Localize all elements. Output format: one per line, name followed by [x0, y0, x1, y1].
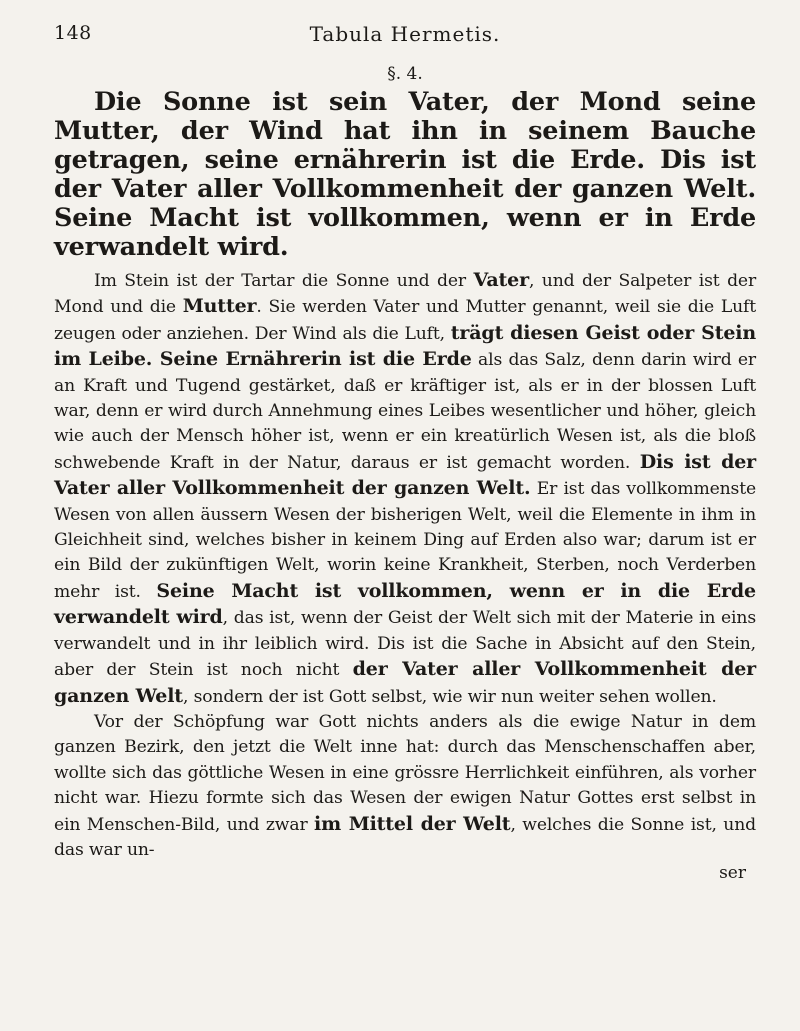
- catchword: ser: [719, 863, 746, 884]
- emphasis-phrase: Dis ist der Vater aller Vollkommenheit der ganzen Welt.: [54, 450, 757, 500]
- text-run: . Sie werden Vater und Mutter genannt, weil sie die Luft zeugen oder anziehen. Der Wind als die Luft,: [54, 297, 756, 344]
- text-run: Im Stein ist der Tartar die Sonne und der: [94, 271, 474, 291]
- emphasis-vater: Vater: [473, 269, 529, 291]
- body-paragraph-1: [54, 268, 756, 710]
- text-run: , und der Salpeter ist der Mond und die: [54, 271, 757, 318]
- emphasis-phrase: trägt diesen Geist oder Stein im Leibe. Seine Ernährerin ist die Erde: [54, 321, 757, 371]
- page-number: 148: [54, 22, 92, 44]
- emphasis-phrase: der Vater aller Vollkommenheit der ganzen Welt: [54, 658, 757, 707]
- lead-paragraph: Die Sonne ist sein Vater, der Mond seine Mutter, der Wind hat ihn in seinem Bauche getragen, seine ernährerin ist die Erde. Dis ist der Vater aller Vollkommenheit der ganzen Welt. Seine Macht ist vollkommen, wenn er in Erde verwandelt wird.: [54, 87, 756, 262]
- emphasis-phrase: im Mittel der Welt: [314, 812, 511, 835]
- emphasis-phrase: Seine Macht ist vollkommen, wenn er in die Erde verwandelt wird: [54, 579, 756, 629]
- page-header: [54, 22, 756, 56]
- text-run: als das Salz, denn darin wird er an Kraft und Tugend gestärket, daß er kräftiger ist, als er in der blossen Luft war, denn er wird durch Annehmung eines Leibes wesentlicher und höher, gleich wie auch der Mensch höher ist, wenn er ein kreatürlich Wesen ist, als die bloß schwebende Kraft in der Natur, daraus er ist gemacht worden.: [54, 350, 756, 473]
- text-run: Er ist das vollkommenste Wesen von allen äussern Wesen der bisherigen Welt, weil die Elemente in ihm in Gleichheit sind, welches bisher in keinem Ding auf Erden also war; darum ist er ein Bild der zukünftigen Welt, worin keine Krankheit, Sterben, noch Verderben mehr ist.: [54, 479, 757, 602]
- text-run: , welches die Sonne ist, und das war un-: [54, 814, 756, 860]
- emphasis-mutter: Mutter: [182, 295, 257, 318]
- running-title: Tabula Hermetis.: [309, 22, 501, 46]
- text-run: Vor der Schöpfung war Gott nichts anders als die ewige Natur in dem ganzen Bezirk, den jetzt die Welt inne hat: durch das Menschenschaffen aber, wollte sich das göttliche Wesen in eine grössre Herrlichkeit einführen, als vorher nicht war. Hiezu formte sich das Wesen der ewigen Natur Gottes erst selbst in ein Menschen-Bild, und zwar: [54, 711, 756, 835]
- text-run: , das ist, wenn der Geist der Welt sich mit der Materie in eins verwandelt und in ihr leiblich wird. Dis ist die Sache in Absicht auf den Stein, aber der Stein ist noch nicht: [54, 608, 756, 681]
- section-number: §. 4.: [387, 64, 423, 84]
- body-paragraph-2: [54, 710, 756, 863]
- text-run: , sondern der ist Gott selbst, wie wir nun weiter sehen wollen.: [182, 686, 717, 707]
